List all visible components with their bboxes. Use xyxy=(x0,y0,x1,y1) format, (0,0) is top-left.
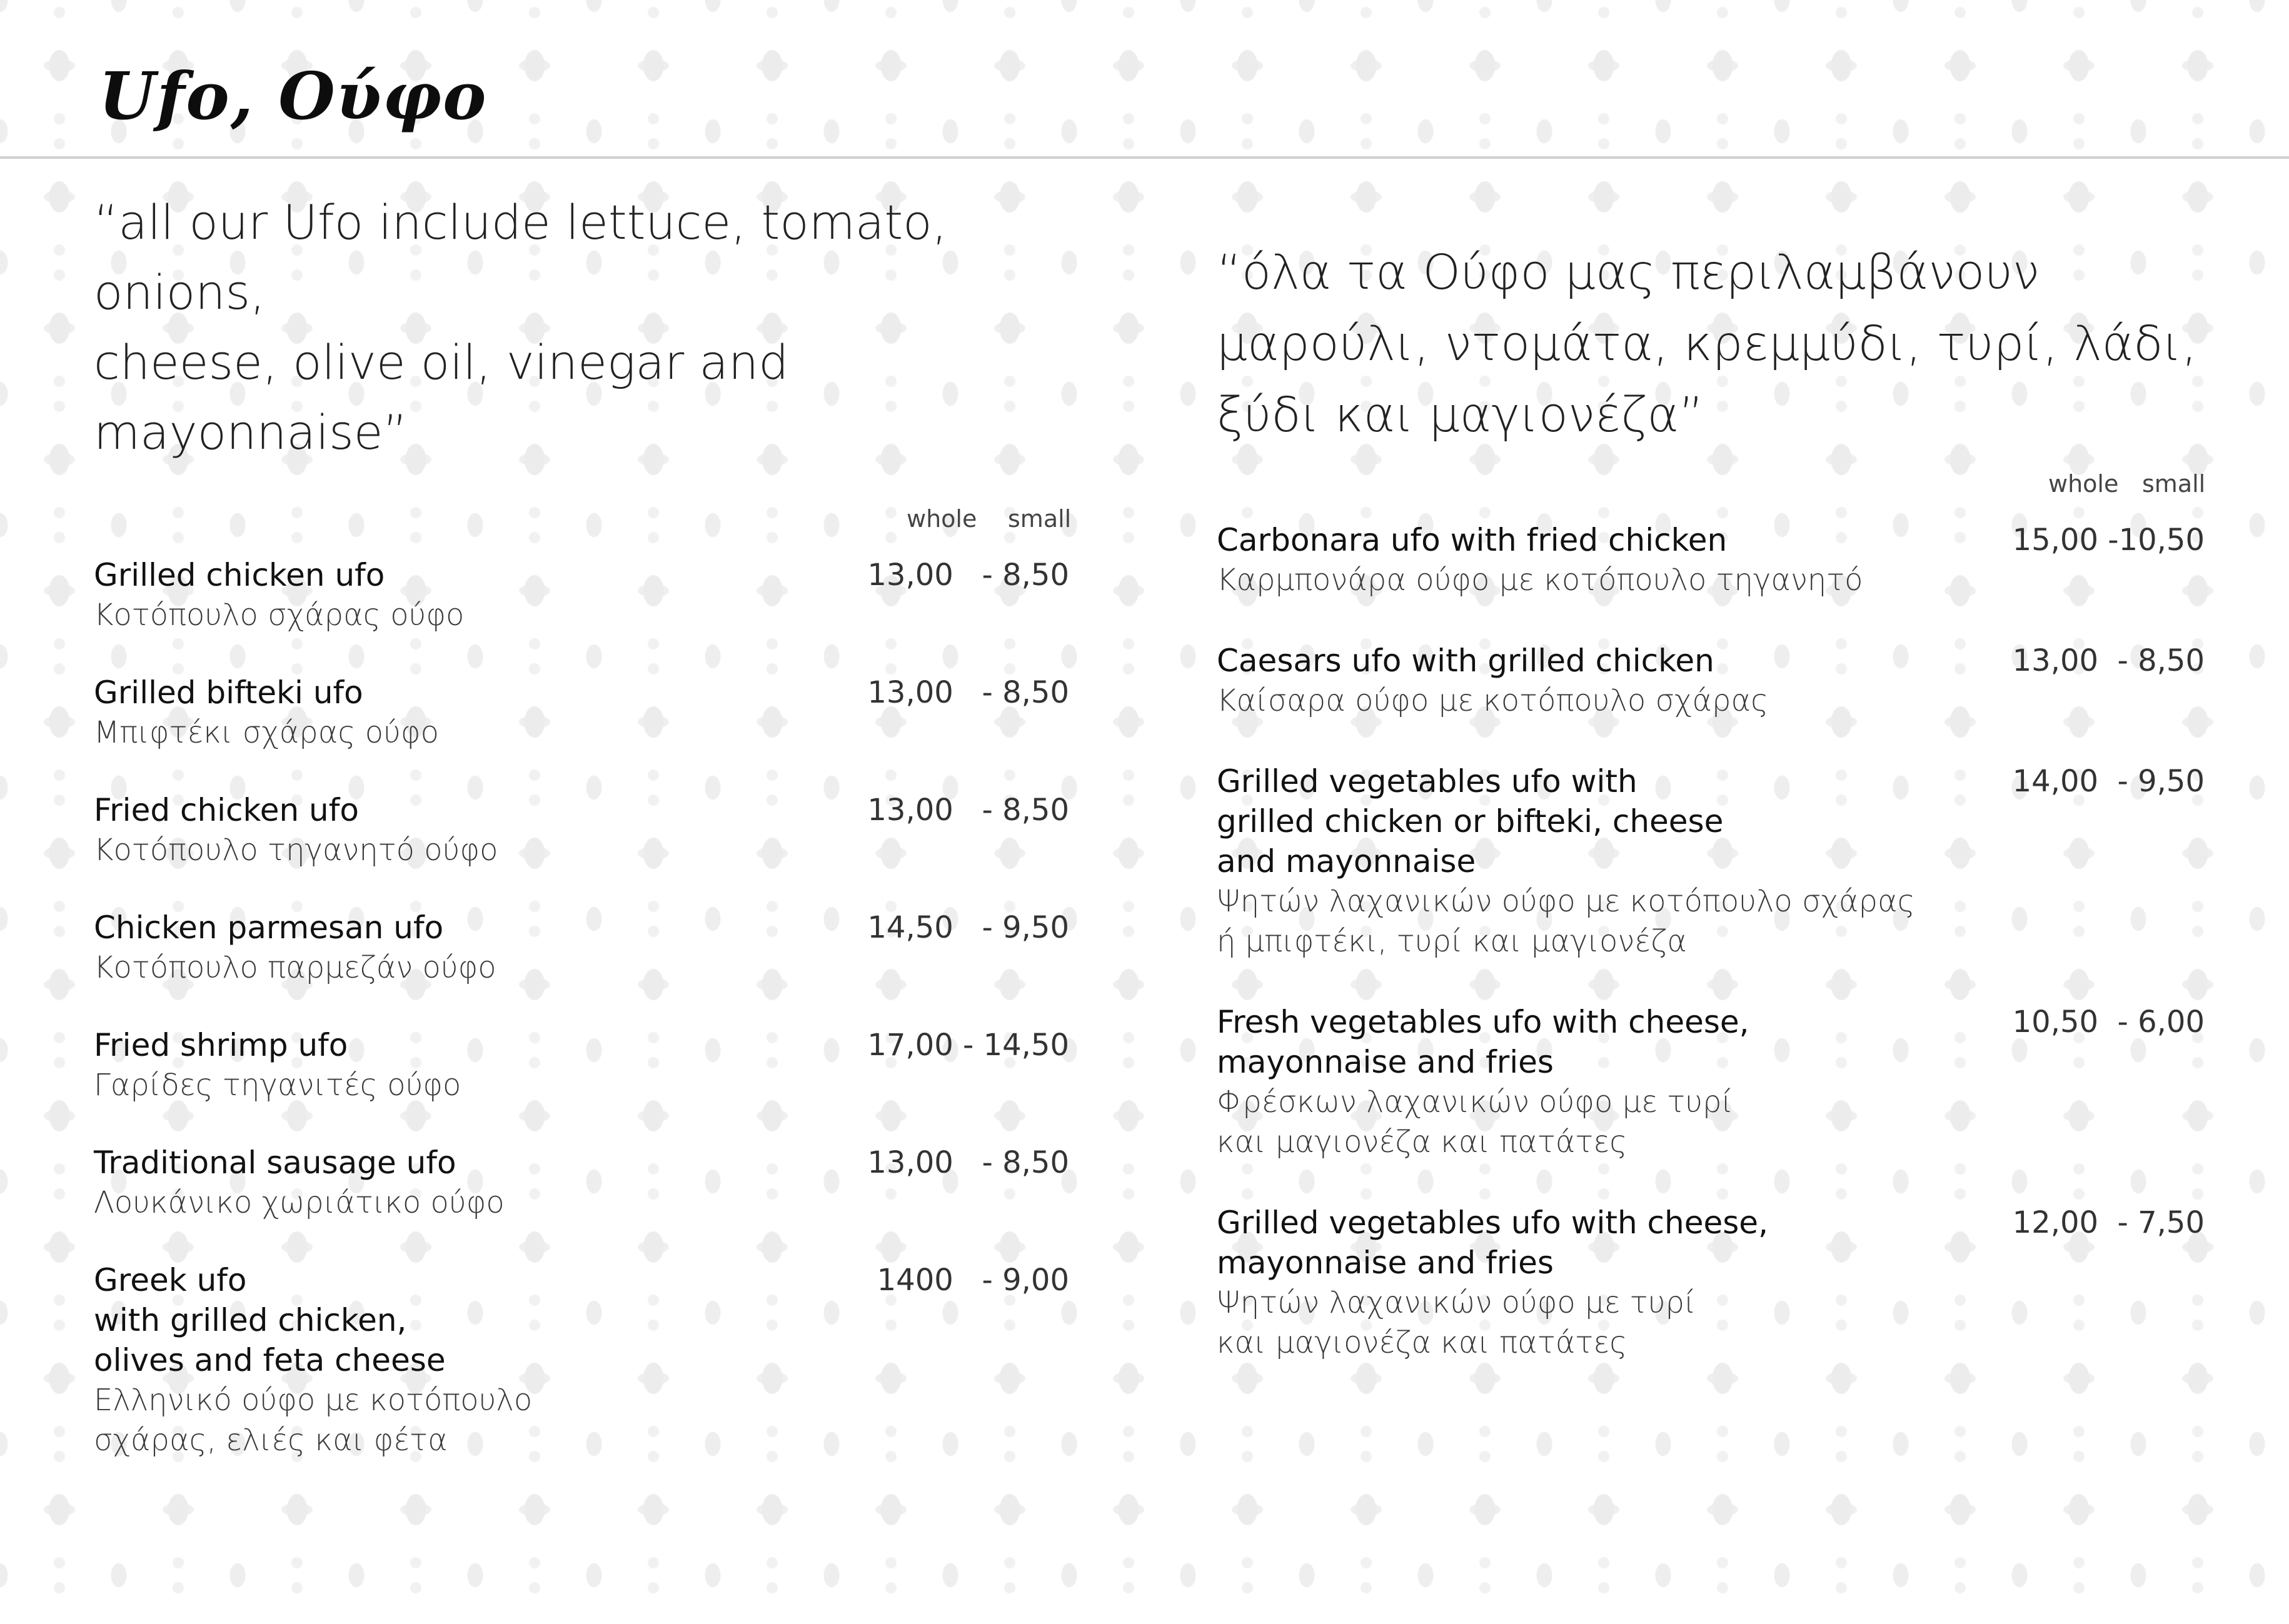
header-divider xyxy=(0,156,2289,159)
item-name-gr: Μπιφτέκι σχάρας ούφο xyxy=(94,715,439,750)
size-small-label: small xyxy=(2142,470,2206,498)
menu-item-carbonara-ufo xyxy=(1217,520,2205,600)
menu-item-greek-ufo xyxy=(94,1260,1069,1460)
item-name-gr: Φρέσκων λαχανικών ούφο με τυρί και μαγιονέζα και πατάτες xyxy=(1217,1085,1734,1160)
item-name-gr: Ελληνικό ούφο με κοτόπουλο σχάρας, ελιές και φέτα xyxy=(94,1383,533,1458)
menu-item-fresh-vegetables-ufo xyxy=(1217,1002,2205,1162)
item-name-en: Grilled chicken ufo xyxy=(94,557,385,593)
item-price: 15,00 -10,50 xyxy=(2012,523,2205,558)
item-text xyxy=(1217,641,1768,721)
item-text xyxy=(94,555,464,635)
greek-item-list xyxy=(1217,520,2205,1363)
item-text xyxy=(94,1025,461,1105)
page-title: Ufo, Ούφο xyxy=(99,58,488,134)
item-text xyxy=(1217,1002,1749,1162)
greek-column xyxy=(1217,238,2205,1403)
item-name-en: Grilled bifteki ufo xyxy=(94,674,363,711)
item-price: 13,00 - 8,50 xyxy=(2012,643,2205,678)
item-name-gr: Καίσαρα ούφο με κοτόπουλο σχάρας xyxy=(1217,683,1769,718)
menu-item-grilled-bifteki-ufo xyxy=(94,673,1069,753)
item-price: 17,00 - 14,50 xyxy=(867,1028,1069,1063)
menu-item-grilled-chicken-ufo xyxy=(94,555,1069,635)
item-text xyxy=(1217,1203,1768,1363)
item-text xyxy=(1217,761,1915,961)
item-price: 13,00 - 8,50 xyxy=(867,793,1069,828)
item-name-gr: Κοτόπουλο σχάρας ούφο xyxy=(94,598,465,633)
item-name-gr: Κοτόπουλο τηγανητό ούφο xyxy=(94,833,498,868)
item-price: 13,00 - 8,50 xyxy=(867,558,1069,593)
item-name-gr: Κοτόπουλο παρμεζάν ούφο xyxy=(94,950,496,985)
item-name-en: Grilled vegetables ufo with grilled chicken or bifteki, cheese and mayonnaise xyxy=(1217,763,1724,880)
menu-item-grilled-vegetables-cheese-ufo xyxy=(1217,1203,2205,1363)
item-name-en: Caesars ufo with grilled chicken xyxy=(1217,643,1714,679)
item-price: 1400 - 9,00 xyxy=(877,1263,1069,1298)
menu-item-traditional-sausage-ufo xyxy=(94,1143,1069,1223)
item-name-gr: Ψητών λαχανικών ούφο με τυρί και μαγιονέζα και πατάτες xyxy=(1217,1285,1696,1360)
item-name-en: Greek ufo with grilled chicken, olives and feta cheese xyxy=(94,1262,446,1378)
item-text xyxy=(1217,520,1863,600)
english-intro: “all our Ufo include lettuce, tomato, onions, cheese, olive oil, vinegar and mayonnaise” xyxy=(94,194,947,460)
item-name-en: Fried chicken ufo xyxy=(94,792,359,828)
item-name-en: Grilled vegetables ufo with cheese, mayonnaise and fries xyxy=(1217,1205,1768,1281)
size-small-label: small xyxy=(1008,505,1072,533)
size-headers xyxy=(94,505,1072,543)
size-headers xyxy=(1217,470,2205,508)
item-price: 13,00 - 8,50 xyxy=(867,1145,1069,1180)
item-name-en: Chicken parmesan ufo xyxy=(94,910,444,946)
item-text xyxy=(94,1260,532,1460)
item-text xyxy=(94,673,439,753)
menu-item-chicken-parmesan-ufo xyxy=(94,908,1069,988)
menu-item-caesars-ufo xyxy=(1217,641,2205,721)
item-text xyxy=(94,908,496,988)
menu-item-grilled-vegetables-chicken-ufo xyxy=(1217,761,2205,961)
item-name-en: Fried shrimp ufo xyxy=(94,1027,348,1063)
size-whole-label: whole xyxy=(2048,470,2119,498)
item-name-en: Traditional sausage ufo xyxy=(94,1145,456,1181)
menu-item-fried-shrimp-ufo xyxy=(94,1025,1069,1105)
item-name-en: Fresh vegetables ufo with cheese, mayonnaise and fries xyxy=(1217,1004,1749,1080)
english-column xyxy=(94,188,1072,1498)
english-item-list xyxy=(94,555,1069,1460)
item-name-gr: Γαρίδες τηγανιτές ούφο xyxy=(94,1068,461,1103)
item-name-gr: Ψητών λαχανικών ούφο με κοτόπουλο σχάρας ή μπιφτέκι, τυρί και μαγιονέζα xyxy=(1217,884,1915,959)
item-text xyxy=(94,790,498,870)
item-price: 10,50 - 6,00 xyxy=(2012,1005,2205,1040)
item-name-en: Carbonara ufo with fried chicken xyxy=(1217,522,1728,558)
item-price: 13,00 - 8,50 xyxy=(867,675,1069,710)
greek-intro: “όλα τα Ούφο μας περιλαμβάνουν μαρούλι, ντομάτα, κρεμμύδι, τυρί, λάδι, ξύδι και μαγιονέζα” xyxy=(1217,245,2197,443)
item-name-gr: Καρμπονάρα ούφο με κοτόπουλο τηγανητό xyxy=(1217,563,1863,598)
item-price: 14,00 - 9,50 xyxy=(2012,764,2205,799)
size-whole-label: whole xyxy=(907,505,977,533)
item-name-gr: Λουκάνικο χωριάτικο ούφο xyxy=(94,1185,505,1220)
menu-item-fried-chicken-ufo xyxy=(94,790,1069,870)
item-price: 12,00 - 7,50 xyxy=(2012,1205,2205,1240)
item-text xyxy=(94,1143,505,1223)
item-price: 14,50 - 9,50 xyxy=(867,910,1069,945)
